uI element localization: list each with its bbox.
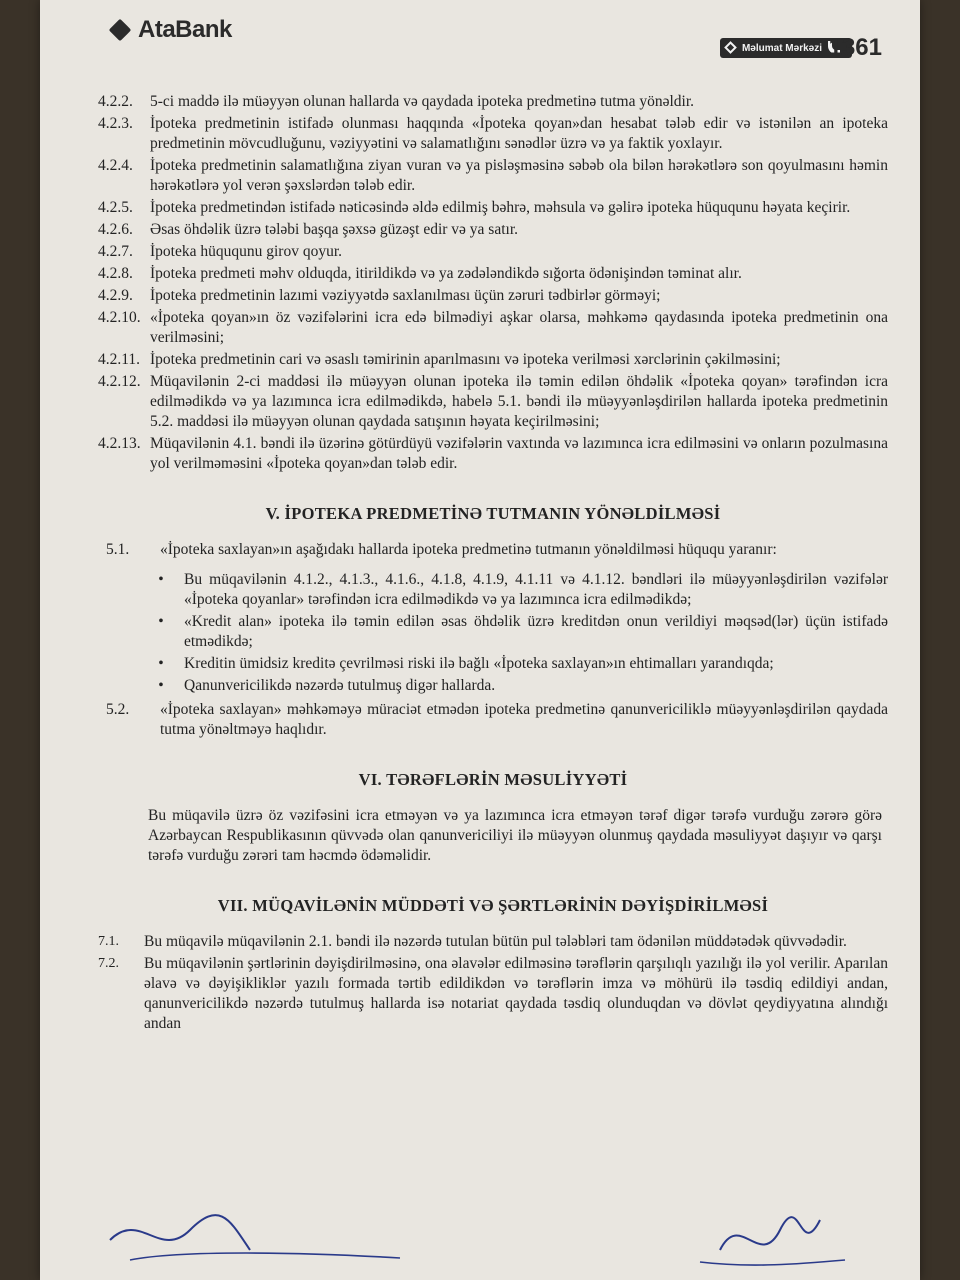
section-5-title: V. İPOTEKA PREDMETİNƏ TUTMANIN YÖNƏLDİLMƏSİ xyxy=(265,504,721,523)
clause-number: 4.2.11. xyxy=(98,351,141,368)
clause-text: İpoteka predmetindən istifadə nəticəsində əldə edilmiş bəhrə, məhsula və gəlirə ipoteka hüququnu həyata keçirir. xyxy=(150,199,851,216)
bullet-item xyxy=(98,612,888,652)
section-7-title: VII. MÜQAVİLƏNİN MÜDDƏTİ VƏ ŞƏRTLƏRİNİN DƏYİŞDİRİLMƏSİ xyxy=(217,896,769,915)
bullet-icon: • xyxy=(158,677,164,694)
clause-number: 5.2. xyxy=(106,701,130,718)
handwritten-signature xyxy=(100,1190,860,1280)
bullet-text: Qanunvericilikdə nəzərdə tutulmuş digər hallarda. xyxy=(184,677,496,694)
clause-text: «İpoteka saxlayan» məhkəməyə müraciət etmədən ipoteka predmetinə qanunvericiliklə müəyyənləşdirilən qaydada tutma yönəltməyə haqlıdır. xyxy=(160,701,888,738)
hotline-number: 1361 xyxy=(828,34,882,61)
clause-number: 4.2.6. xyxy=(98,221,133,238)
bullet-text: Bu müqavilənin 4.1.2., 4.1.3., 4.1.6., 4.1.8, 4.1.9, 4.1.11 və 4.1.12. bəndləri ilə müəyyənləşdirilən vəzifələr «İpoteka qoyanlar» tərəfindən icra edilmədikdə və ya lazımınca icra edilmədikdə; xyxy=(184,571,888,608)
clause-item xyxy=(98,264,888,284)
clause-item xyxy=(98,220,888,240)
clause-text: İpoteka predmetinin lazımi vəziyyətdə saxlanılması üçün zəruri tədbirlər görməyi; xyxy=(150,287,661,304)
clause-item xyxy=(98,350,888,370)
clause-text: Bu müqavilənin şərtlərinin dəyişdirilməsinə, ona əlavələr edilməsinə tərəflərin qarşılıqlı yazılığı ilə yol verilir. Aparılan əlavə və dəyişikliklər yazılı formada tərtib edildikdən və tərəflərin imza və möhürü ilə təsdiq edildiyi andan, qanunvericilikdə nəzərdə tutulmuş hallarda isə notariat qaydada təsdiq olunduqdan və dövlət qeydiyyatına alındığı andan xyxy=(144,955,888,1032)
clause-number: 4.2.12. xyxy=(98,373,141,390)
bullet-item xyxy=(98,654,888,674)
section-6-title: VI. TƏRƏFLƏRİN MƏSULİYYƏTİ xyxy=(358,770,628,789)
diamond-icon xyxy=(724,41,737,54)
bullet-icon: • xyxy=(158,613,164,630)
clause-item xyxy=(98,156,888,196)
bullet-list xyxy=(98,570,888,696)
clause-text: İpoteka predmeti məhv olduqda, itirildikdə və ya zədələndikdə sığorta ödənişindən təminat alır. xyxy=(150,265,742,282)
bullet-text: Kreditin ümidsiz kreditə çevrilməsi riski ilə bağlı «İpoteka saxlayan»ın ehtimalları yarandıqda; xyxy=(184,655,774,672)
clause-text: İpoteka predmetinin istifadə olunması haqqında «İpoteka qoyan»dan hesabat tələb edir və istənilən an ipoteka predmetinin mövcudluğunu, vəziyyətini və salamatlığını sənədlər üzrə və ya faktik yoxlayır. xyxy=(150,115,888,152)
clause-item xyxy=(98,372,888,432)
clause-item xyxy=(98,308,888,348)
logo-text: AtaBank xyxy=(138,16,232,43)
clause-number: 4.2.10. xyxy=(98,309,141,326)
clause-number: 7.1. xyxy=(98,934,119,949)
clause-number: 4.2.9. xyxy=(98,287,133,304)
clause-number: 4.2.8. xyxy=(98,265,133,282)
section-6-text: Bu müqavilə üzrə öz vəzifəsini icra etməyən və ya lazımınca icra etməyən tərəf digər tərəfə vurduğu zərərə görə Azərbaycan Respublikasının qüvvədə olan qanunvericiliyi ilə müəyyən olunmuş qaydada məsuliyyət daşıyır və qarşı tərəfə vurduğu zərəri tam həcmdə ödəməlidir. xyxy=(148,807,882,864)
bullet-item xyxy=(98,570,888,610)
clause-text: 5-ci maddə ilə müəyyən olunan hallarda və qaydada ipoteka predmetinə tutma yönəldir. xyxy=(150,93,695,110)
atabank-logo xyxy=(112,16,232,44)
clause-item xyxy=(98,92,888,112)
clause-number: 4.2.4. xyxy=(98,157,133,174)
clause-text: Bu müqavilə müqavilənin 2.1. bəndi ilə nəzərdə tutulan bütün pul tələbləri tam ödənilən müddətədək qüvvədədir. xyxy=(144,933,847,950)
clause-5-1 xyxy=(98,540,888,560)
clause-text: Müqavilənin 2-ci maddəsi ilə müəyyən olunan ipoteka ilə təmin edilən öhdəlik «İpoteka qoyan» tərəfindən icra edilmədikdə və ya lazımınca icra edilmədikdə, habelə 5.1. bəndi ilə müəyyənləşdirilən hallarda ipoteka predmetinin 5.2. maddəsi ilə müəyyən olunan qaydada satışının həyata keçirilməsini; xyxy=(150,373,888,430)
clause-number: 4.2.3. xyxy=(98,115,133,132)
clause-item xyxy=(98,434,888,474)
clause-7-2 xyxy=(98,954,888,1034)
document-body xyxy=(98,92,888,1036)
diamond-logo-icon xyxy=(109,19,132,42)
clause-7-1 xyxy=(98,932,888,952)
document-page xyxy=(40,0,920,1280)
bullet-icon: • xyxy=(158,655,164,672)
clause-5-2 xyxy=(98,700,888,740)
clause-text: İpoteka predmetinin salamatlığına ziyan vuran və ya pisləşməsinə səbəb ola bilən hərəkətlərə son qoyulmasını həmin hərəkətlərə yol verən şəxslərdən tələb edir. xyxy=(150,157,888,194)
clause-number: 4.2.7. xyxy=(98,243,133,260)
clause-number: 7.2. xyxy=(98,956,119,971)
clause-text: Əsas öhdəlik üzrə tələbi başqa şəxsə güzəşt edir və ya satır. xyxy=(150,221,519,238)
clause-text: «İpoteka qoyan»ın öz vəzifələrini icra edə bilmədiyi aşkar olarsa, məhkəmə qaydasında ipoteka predmetinin ona verilməsini; xyxy=(150,309,888,346)
clause-number: 4.2.13. xyxy=(98,435,141,452)
clause-text: İpoteka predmetinin cari və əsaslı təmirinin aparılmasını və ipoteka verilməsi xərclərinin çəkilməsini; xyxy=(150,351,781,368)
clause-item xyxy=(98,286,888,306)
clause-number: 4.2.2. xyxy=(98,93,133,110)
clause-item xyxy=(98,198,888,218)
bullet-text: «Kredit alan» ipoteka ilə təmin edilən əsas öhdəlik üzrə kreditdən onun verildiyi məqsəd(lər) üçün istifadə etmədikdə; xyxy=(184,613,888,650)
bullet-item xyxy=(98,676,888,696)
clause-text: «İpoteka saxlayan»ın aşağıdakı hallarda ipoteka predmetinə tutmanın yönəldilməsi hüququ yaranır: xyxy=(160,541,777,558)
clause-number: 5.1. xyxy=(106,541,130,558)
clause-text: Müqavilənin 4.1. bəndi ilə üzərinə götürdüyü vəzifələrin vaxtında və lazımınca icra edilməsini və onların pozulmasına yol verilməməsini «İpoteka qoyan»dan tələb edir. xyxy=(150,435,888,472)
info-center-label: Məlumat Mərkəzi xyxy=(741,42,822,54)
clause-text: İpoteka hüququnu girov qoyur. xyxy=(150,243,343,260)
clause-item xyxy=(98,114,888,154)
clause-number: 4.2.5. xyxy=(98,199,133,216)
clause-item xyxy=(98,242,888,262)
bullet-icon: • xyxy=(158,571,164,588)
page-header xyxy=(112,16,882,72)
clause-list-4 xyxy=(98,92,888,474)
